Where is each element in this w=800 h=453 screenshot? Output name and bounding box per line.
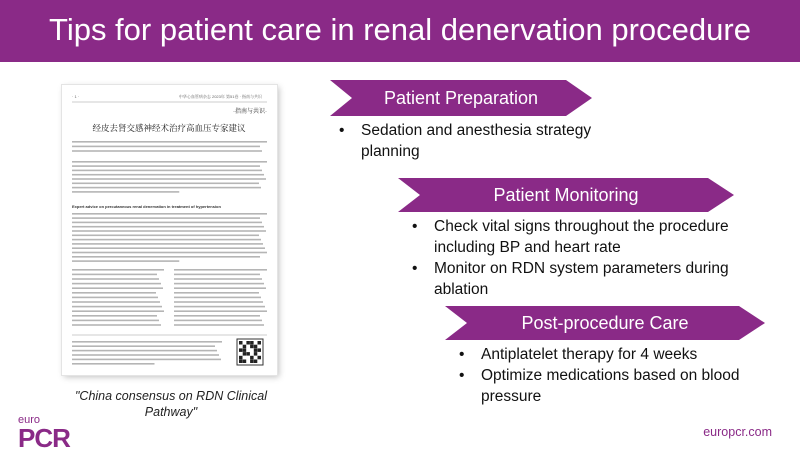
banner-label: Patient Preparation xyxy=(383,88,539,108)
bullet-item: • Antiplatelet therapy for 4 weeks xyxy=(455,344,775,365)
europcr-logo xyxy=(18,414,70,453)
bullet-list-post-procedure xyxy=(455,344,775,407)
banner-label: Post-procedure Care xyxy=(521,313,689,333)
bullet-item: • Optimize medications based on blood pressure xyxy=(455,365,775,407)
bullet-item: • Check vital signs throughout the procedure including BP and heart rate xyxy=(408,216,748,258)
document-page-image xyxy=(62,85,277,375)
banner-post-procedure-care xyxy=(445,306,765,340)
doc-title: 经皮去肾交感神经术治疗高血压专家建议 xyxy=(92,123,246,133)
title-bar xyxy=(0,0,800,62)
logo-pcr-text: PCR xyxy=(18,423,70,453)
slide-title: Tips for patient care in renal denervation procedure xyxy=(49,12,751,47)
logo-euro-text: euro xyxy=(18,414,41,426)
banner-patient-monitoring xyxy=(398,178,734,212)
banner-label: Patient Monitoring xyxy=(493,185,639,205)
bullet-item: • Sedation and anesthesia strategy planning xyxy=(335,120,635,162)
banner-patient-preparation xyxy=(330,80,592,116)
website-link[interactable]: europcr.com xyxy=(703,425,772,439)
bullet-list-preparation xyxy=(335,120,635,162)
document-caption: "China consensus on RDN Clinical Pathway" xyxy=(74,389,268,419)
document-thumbnail xyxy=(62,85,277,375)
bullet-list-monitoring xyxy=(408,216,748,300)
doc-tag: ·指南与共识· xyxy=(233,109,267,115)
doc-header-right: 中华心血管病杂志 2023年 第51卷 · 指南与共识 xyxy=(178,94,262,99)
doc-english-title: Expert advice on percutaneous renal denervation in treatment of hypertension xyxy=(72,204,221,209)
bullet-item: • Monitor on RDN system parameters during ablation xyxy=(408,258,748,300)
doc-header-left: · 1 · xyxy=(72,94,80,99)
qr-code xyxy=(237,339,263,365)
